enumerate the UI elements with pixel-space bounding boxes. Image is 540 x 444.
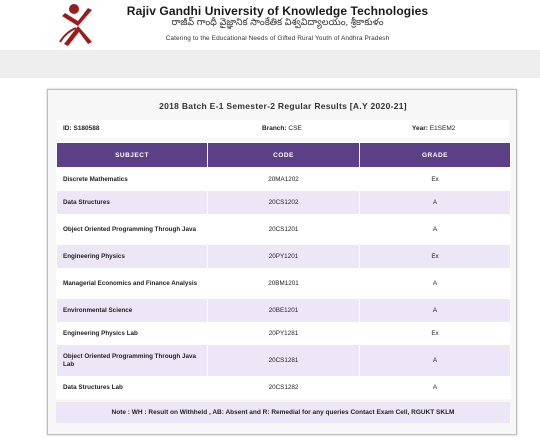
student-year-value: E1SEM2 (429, 125, 456, 132)
grade-cell: Ex (360, 168, 511, 192)
student-year-label: Year: (412, 125, 428, 132)
code-cell: 20BM1201 (208, 268, 360, 299)
subject-cell: Object Oriented Programming Through Java Lab (57, 345, 208, 376)
code-cell: 20CS1281 (208, 345, 360, 376)
column-header-subject: SUBJECT (57, 143, 208, 168)
code-cell: 20BE1201 (208, 299, 360, 322)
table-header-row (57, 143, 511, 168)
university-title: Rajiv Gandhi University of Knowledge Technologies (126, 4, 429, 18)
table-row (57, 168, 511, 192)
university-tagline: Catering to the Educational Needs of Gifted Rural Youth of Andhra Pradesh (165, 35, 390, 42)
table-row (57, 345, 511, 376)
site-header (0, 0, 540, 50)
results-table (56, 142, 511, 399)
column-header-code: CODE (208, 143, 360, 168)
student-id-label: ID: (63, 125, 72, 132)
code-cell: 20PY1201 (208, 245, 360, 268)
grade-cell: A (360, 268, 511, 299)
rgukt-logo-icon (58, 2, 96, 48)
student-branch-label: Branch: (262, 125, 287, 132)
code-cell: 20CS1201 (208, 214, 360, 245)
subject-cell: Environmental Science (57, 299, 208, 322)
grade-cell: A (360, 299, 511, 322)
column-header-grade: GRADE (360, 143, 511, 168)
student-id (63, 125, 100, 132)
table-row (57, 299, 511, 322)
table-row (57, 191, 511, 214)
student-info-row (57, 120, 509, 138)
grade-cell: Ex (360, 322, 511, 345)
student-year (412, 125, 455, 132)
results-title: 2018 Batch E-1 Semester-2 Regular Results [A.Y 2020-21] (159, 101, 407, 111)
grade-cell: A (360, 214, 511, 245)
grade-cell: Ex (360, 245, 511, 268)
subject-cell: Engineering Physics (57, 245, 208, 268)
code-cell: 20MA1202 (208, 168, 360, 192)
results-note: Note : WH : Result on Withheld , AB: Absent and R: Remedial for any queries Contact Exam Cell, RGUKT SKLM (56, 402, 510, 423)
university-title-telugu: రాజీవ్ గాంధీ వైజ్ఞానిక సాంకేతిక విశ్వవిద్యాలయం, శ్రీకాకుళం (171, 17, 384, 28)
table-row (57, 245, 511, 268)
subject-cell: Data Structures Lab (57, 376, 208, 399)
grade-cell: A (360, 345, 511, 376)
header-band (0, 50, 540, 78)
table-row (57, 322, 511, 345)
subject-cell: Managerial Economics and Finance Analysis (57, 268, 208, 299)
student-id-value: S180588 (73, 125, 100, 132)
table-row (57, 268, 511, 299)
student-branch (262, 125, 302, 132)
code-cell: 20PY1281 (208, 322, 360, 345)
grade-cell: A (360, 376, 511, 399)
subject-cell: Object Oriented Programming Through Java (57, 214, 208, 245)
table-row (57, 214, 511, 245)
code-cell: 20CS1282 (208, 376, 360, 399)
grade-cell: A (360, 191, 511, 214)
subject-cell: Engineering Physics Lab (57, 322, 208, 345)
subject-cell: Discrete Mathematics (57, 168, 208, 192)
student-branch-value: CSE (288, 125, 302, 132)
table-row (57, 376, 511, 399)
code-cell: 20CS1202 (208, 191, 360, 214)
subject-cell: Data Structures (57, 191, 208, 214)
